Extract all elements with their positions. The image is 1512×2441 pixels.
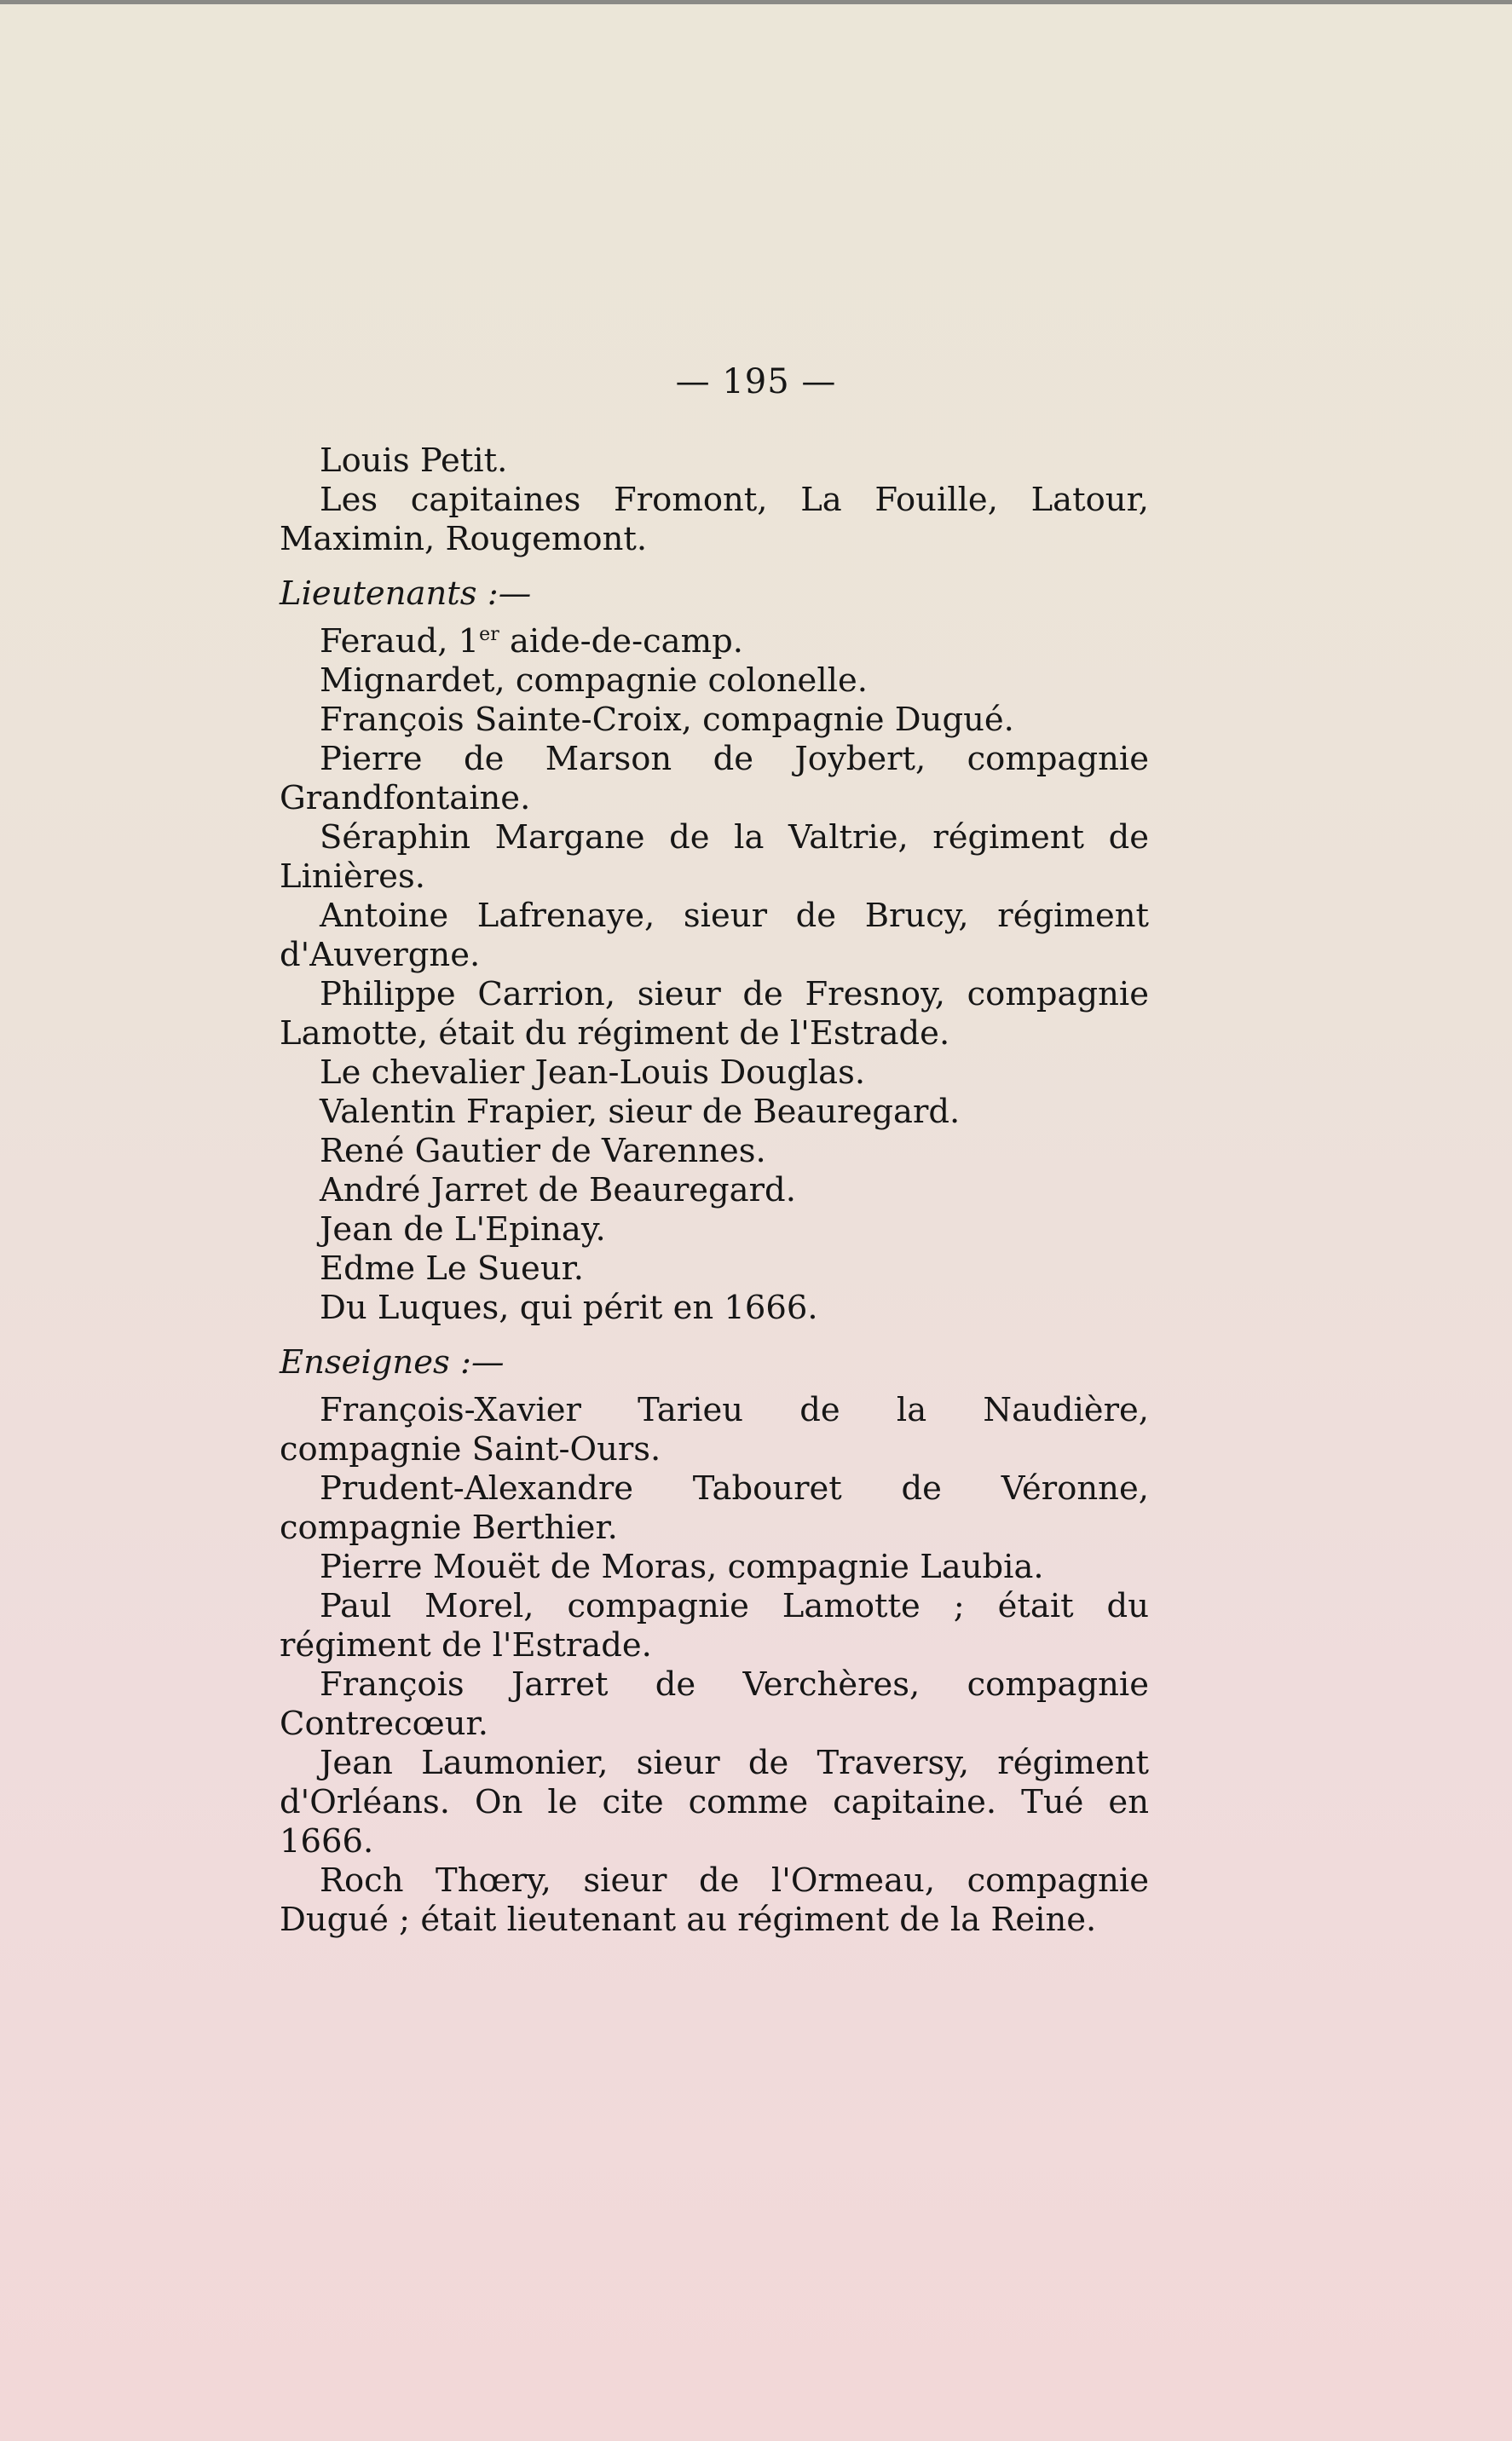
- intro-line: Les capitaines Fromont, La Fouille, Latour, Maximin, Rougemont.: [280, 481, 1149, 558]
- enseigne-entry: Jean Laumonier, sieur de Traversy, régiment d'Orléans. On le cite comme capitaine. Tué en 1666.: [280, 1744, 1149, 1861]
- enseigne-entry: Prudent-Alexandre Tabouret de Véronne, compagnie Berthier.: [280, 1469, 1149, 1547]
- lieutenant-role: aide-de-camp.: [499, 622, 744, 661]
- lieutenant-entry: Le chevalier Jean-Louis Douglas.: [320, 1053, 866, 1092]
- intro-line: Louis Petit.: [320, 441, 508, 480]
- enseigne-entry: Paul Morel, compagnie Lamotte ; était du régiment de l'Estrade.: [280, 1587, 1149, 1665]
- lieutenant-entry: Antoine Lafrenaye, sieur de Brucy, régiment d'Auvergne.: [280, 897, 1149, 974]
- lieutenants-heading: Lieutenants :—: [280, 574, 532, 613]
- lieutenant-entry: [280, 622, 1149, 661]
- page-number: — 195 —: [675, 362, 837, 401]
- enseigne-entry: Pierre Mouët de Moras, compagnie Laubia.: [320, 1548, 1044, 1586]
- enseigne-entry: Roch Thœry, sieur de l'Ormeau, compagnie Dugué ; était lieutenant au régiment de la Reine.: [280, 1861, 1149, 1939]
- lieutenant-entry: René Gautier de Varennes.: [320, 1132, 766, 1170]
- lieutenant-entry: Séraphin Margane de la Valtrie, régiment de Linières.: [280, 818, 1149, 896]
- lieutenant-entry: Mignardet, compagnie colonelle.: [320, 661, 868, 700]
- page-body: [280, 441, 1149, 1940]
- lieutenant-entry: André Jarret de Beauregard.: [320, 1171, 796, 1209]
- enseigne-entry: François Jarret de Verchères, compagnie Contrecœur.: [280, 1665, 1149, 1743]
- lieutenant-entry: Jean de L'Epinay.: [320, 1210, 606, 1249]
- lieutenant-name: Feraud, 1: [320, 622, 480, 661]
- lieutenants-list: [280, 622, 1149, 1328]
- enseigne-entry: François-Xavier Tarieu de la Naudière, compagnie Saint-Ours.: [280, 1391, 1149, 1469]
- lieutenant-entry: Pierre de Marson de Joybert, compagnie Grandfontaine.: [280, 740, 1149, 817]
- lieutenant-entry: François Sainte-Croix, compagnie Dugué.: [320, 701, 1014, 739]
- lieutenant-entry: Du Luques, qui périt en 1666.: [320, 1289, 818, 1327]
- lieutenant-entry: Valentin Frapier, sieur de Beauregard.: [320, 1093, 961, 1131]
- page-top-edge: [0, 0, 1512, 4]
- lieutenant-entry: Philippe Carrion, sieur de Fresnoy, compagnie Lamotte, était du régiment de l'Estrade.: [280, 975, 1149, 1053]
- enseignes-list: [280, 1391, 1149, 1940]
- ordinal-superscript: er: [479, 624, 499, 646]
- enseignes-heading: Enseignes :—: [280, 1343, 505, 1382]
- lieutenant-entry: Edme Le Sueur.: [320, 1249, 585, 1288]
